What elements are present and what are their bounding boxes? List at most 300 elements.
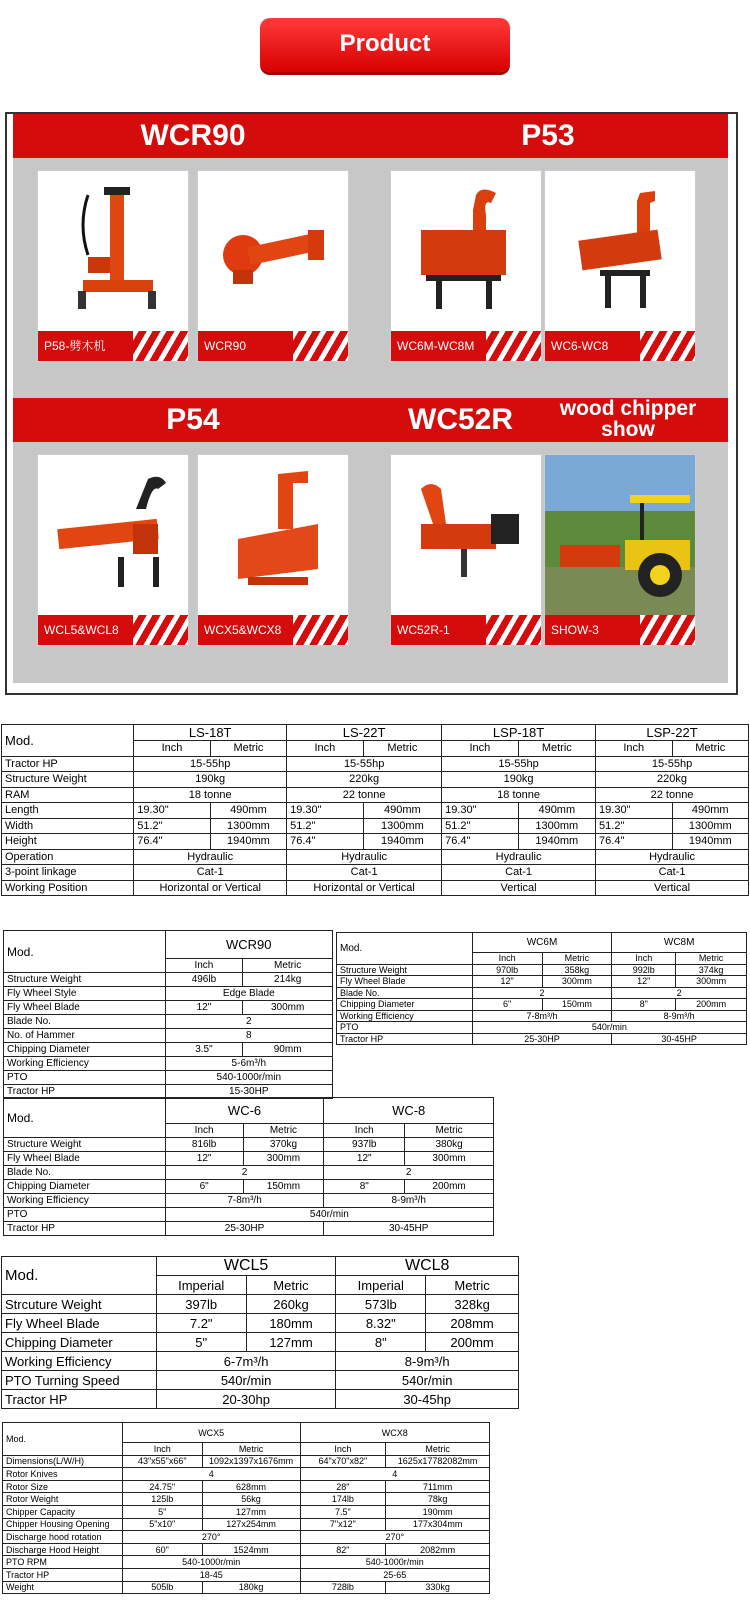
model-header: WCL8 bbox=[336, 1257, 519, 1276]
cell: 358kg bbox=[542, 964, 612, 976]
inch-header: Inch bbox=[324, 1124, 405, 1138]
cell: 180mm bbox=[246, 1314, 336, 1333]
cell: 7-8m³/h bbox=[165, 1194, 324, 1208]
row-label: PTO bbox=[4, 1208, 166, 1222]
row-label: PTO bbox=[4, 1071, 166, 1085]
category-title-text: WC52R bbox=[408, 403, 514, 436]
cell: 127x254mm bbox=[202, 1518, 300, 1531]
row-label: PTO Turning Speed bbox=[2, 1371, 157, 1390]
cell: 490mm bbox=[210, 803, 286, 819]
table-row bbox=[4, 1057, 333, 1071]
cell: 4 bbox=[300, 1468, 489, 1481]
cell: 30-45hp bbox=[336, 1390, 519, 1409]
table-row bbox=[2, 1390, 519, 1409]
cell: 76.4" bbox=[596, 834, 672, 850]
model-header: WC8M bbox=[612, 933, 747, 953]
cell: 2 bbox=[612, 987, 747, 999]
cell: 7.2" bbox=[156, 1314, 246, 1333]
row-label: Chipping Diameter bbox=[337, 999, 473, 1011]
metric-header: Metric bbox=[243, 1124, 324, 1138]
metric-header: Metric bbox=[672, 741, 749, 757]
cell: 1940mm bbox=[210, 834, 286, 850]
table-row bbox=[3, 1556, 490, 1569]
product-card-show-3[interactable] bbox=[544, 454, 696, 646]
inch-header: Inch bbox=[612, 953, 676, 965]
cell: 76.4" bbox=[134, 834, 210, 850]
cell: 540-1000r/min bbox=[165, 1071, 332, 1085]
cell: 540-1000r/min bbox=[122, 1556, 300, 1569]
row-label: Discharge Hood Height bbox=[3, 1543, 123, 1556]
mod-header: Mod. bbox=[2, 725, 134, 757]
cell: 328kg bbox=[426, 1295, 519, 1314]
cell: 937lb bbox=[324, 1138, 405, 1152]
table-row bbox=[2, 787, 749, 803]
category-title: P54 bbox=[13, 398, 373, 442]
cell: 220kg bbox=[596, 772, 749, 788]
row-label: 3-point linkage bbox=[2, 865, 134, 881]
table-row bbox=[2, 1295, 519, 1314]
cell: 190kg bbox=[134, 772, 287, 788]
cell: 5"x10" bbox=[122, 1518, 202, 1531]
cell: 15-55hp bbox=[134, 756, 287, 772]
cell: Hydraulic bbox=[442, 849, 596, 865]
row-label: Working Position bbox=[2, 880, 134, 896]
cell: 1300mm bbox=[210, 818, 286, 834]
tractor-image bbox=[545, 455, 695, 615]
cell: 8" bbox=[612, 999, 676, 1011]
stripe-decoration bbox=[293, 615, 348, 645]
cell: 200mm bbox=[405, 1180, 494, 1194]
cell: Hydraulic bbox=[287, 849, 442, 865]
cell: 5-6m³/h bbox=[165, 1057, 332, 1071]
inch-header: Inch bbox=[442, 741, 518, 757]
table-row bbox=[4, 1180, 494, 1194]
cell: 15-55hp bbox=[287, 756, 442, 772]
card-label: P58-劈木机 bbox=[38, 331, 188, 361]
cell: 2082mm bbox=[386, 1543, 490, 1556]
cell: 260kg bbox=[246, 1295, 336, 1314]
cell: Cat-1 bbox=[442, 865, 596, 881]
row-label: Dimensions(L/W/H) bbox=[3, 1455, 123, 1468]
table-row bbox=[4, 1029, 333, 1043]
table-row bbox=[2, 1371, 519, 1390]
stripe-decoration bbox=[640, 331, 695, 361]
metric-header: Metric bbox=[363, 741, 442, 757]
cell: 300mm bbox=[542, 976, 612, 988]
category-wcr90 bbox=[13, 114, 373, 399]
cell: 490mm bbox=[672, 803, 749, 819]
metric-header: Metric bbox=[542, 953, 612, 965]
metric-header: Metric bbox=[426, 1276, 519, 1295]
cell: 78kg bbox=[386, 1493, 490, 1506]
model-header: WC-8 bbox=[324, 1098, 494, 1124]
category-wc52r bbox=[368, 398, 728, 683]
cell: 18-45 bbox=[122, 1568, 300, 1581]
metric-header: Metric bbox=[405, 1124, 494, 1138]
spec-table-wcl5-wcl8 bbox=[1, 1256, 519, 1409]
row-label: Tractor HP bbox=[2, 756, 134, 772]
cell: 496lb bbox=[165, 973, 243, 987]
cell: 8 bbox=[165, 1029, 332, 1043]
cell: 490mm bbox=[518, 803, 595, 819]
table-row bbox=[3, 1468, 490, 1481]
cell: 816lb bbox=[165, 1138, 243, 1152]
model-header: LS-22T bbox=[287, 725, 442, 741]
cell: 5" bbox=[156, 1333, 246, 1352]
mod-header: Mod. bbox=[4, 931, 166, 973]
model-header: WCR90 bbox=[165, 931, 332, 959]
model-header: WCX5 bbox=[122, 1423, 300, 1443]
row-label: Rotor Weight bbox=[3, 1493, 123, 1506]
table-row bbox=[3, 1518, 490, 1531]
table-row bbox=[2, 803, 749, 819]
cell: 82" bbox=[300, 1543, 386, 1556]
card-label: WC6-WC8 bbox=[545, 331, 695, 361]
table-row bbox=[4, 1001, 333, 1015]
cell: 12" bbox=[165, 1001, 243, 1015]
cell: 992lb bbox=[612, 964, 676, 976]
cell: 490mm bbox=[363, 803, 442, 819]
row-label: Width bbox=[2, 818, 134, 834]
row-label: Tractor HP bbox=[4, 1085, 166, 1099]
row-label: PTO RPM bbox=[3, 1556, 123, 1569]
cell: 28" bbox=[300, 1480, 386, 1493]
spec-table-ls bbox=[1, 724, 749, 896]
model-header: LS-18T bbox=[134, 725, 287, 741]
cell: 19.30" bbox=[596, 803, 672, 819]
stripe-decoration bbox=[133, 331, 188, 361]
cell: 300mm bbox=[405, 1152, 494, 1166]
cell: 3.5" bbox=[165, 1043, 243, 1057]
cell: 24.75" bbox=[122, 1480, 202, 1493]
category-p54 bbox=[13, 398, 373, 683]
category-title bbox=[368, 398, 728, 442]
cell: 30-45HP bbox=[612, 1033, 747, 1045]
metric-header: Metric bbox=[210, 741, 286, 757]
cell: Horizontal or Vertical bbox=[287, 880, 442, 896]
cell: 1092x1397x1676mm bbox=[202, 1455, 300, 1468]
stripe-decoration bbox=[133, 615, 188, 645]
cell: 6" bbox=[472, 999, 542, 1011]
metric-header: Metric bbox=[676, 953, 747, 965]
card-label: WC6M-WC8M bbox=[391, 331, 541, 361]
cell: 25-65 bbox=[300, 1568, 489, 1581]
table-row bbox=[3, 1493, 490, 1506]
cell: 628mm bbox=[202, 1480, 300, 1493]
cell: 12" bbox=[165, 1152, 243, 1166]
cell: Vertical bbox=[596, 880, 749, 896]
cell: 374kg bbox=[676, 964, 747, 976]
cell: 30-45HP bbox=[324, 1222, 494, 1236]
table-row bbox=[337, 1022, 747, 1034]
table-row bbox=[337, 976, 747, 988]
inch-header: Inch bbox=[165, 1124, 243, 1138]
row-label: RAM bbox=[2, 787, 134, 803]
stripe-decoration bbox=[640, 615, 695, 645]
cell: 300mm bbox=[243, 1152, 324, 1166]
row-label: Tractor HP bbox=[4, 1222, 166, 1236]
wcr90-image bbox=[208, 185, 338, 315]
row-label: No. of Hammer bbox=[4, 1029, 166, 1043]
row-label: Chipper Capacity bbox=[3, 1505, 123, 1518]
row-label: Fly Wheel Blade bbox=[4, 1152, 166, 1166]
cell: 8" bbox=[324, 1180, 405, 1194]
cell: 127mm bbox=[246, 1333, 336, 1352]
cell: 15-55hp bbox=[442, 756, 596, 772]
table-row bbox=[2, 849, 749, 865]
wcl-image bbox=[48, 469, 178, 599]
cell: 1300mm bbox=[518, 818, 595, 834]
cell: 7-8m³/h bbox=[472, 1010, 612, 1022]
cell: 7.5" bbox=[300, 1505, 386, 1518]
inch-header: Inch bbox=[165, 959, 243, 973]
row-label: Working Efficiency bbox=[337, 1010, 473, 1022]
cell: 573lb bbox=[336, 1295, 426, 1314]
row-label: Fly Wheel Blade bbox=[337, 976, 473, 988]
row-label: Fly Wheel Style bbox=[4, 987, 166, 1001]
cell: 208mm bbox=[426, 1314, 519, 1333]
cell: 728lb bbox=[300, 1581, 386, 1594]
metric-header: Metric bbox=[518, 741, 595, 757]
cell: 1625x17782082mm bbox=[386, 1455, 490, 1468]
cell: Cat-1 bbox=[596, 865, 749, 881]
wood-chipper-show-title: wood chipper show bbox=[559, 397, 697, 441]
product-header-button[interactable]: Product bbox=[260, 18, 510, 72]
cell: 2 bbox=[324, 1166, 494, 1180]
cell: 540-1000r/min bbox=[300, 1556, 489, 1569]
product-card-wcl5-wcl8[interactable] bbox=[37, 454, 189, 646]
row-label: Fly Wheel Blade bbox=[2, 1314, 157, 1333]
table-row bbox=[4, 987, 333, 1001]
model-header: WCX8 bbox=[300, 1423, 489, 1443]
cell: 1940mm bbox=[672, 834, 749, 850]
table-row bbox=[2, 865, 749, 881]
cell: 1940mm bbox=[518, 834, 595, 850]
cell: 1940mm bbox=[363, 834, 442, 850]
cell: Cat-1 bbox=[287, 865, 442, 881]
table-row bbox=[3, 1480, 490, 1493]
row-label: Chipping Diameter bbox=[4, 1180, 166, 1194]
cell: 540r/min bbox=[165, 1208, 493, 1222]
row-label: Blade No. bbox=[4, 1166, 166, 1180]
cell: 190kg bbox=[442, 772, 596, 788]
model-header: LSP-18T bbox=[442, 725, 596, 741]
show-photo bbox=[545, 455, 695, 615]
table-row bbox=[3, 1531, 490, 1544]
cell: 370kg bbox=[243, 1138, 324, 1152]
table-row bbox=[337, 987, 747, 999]
mod-header: Mod. bbox=[337, 933, 473, 965]
mod-header: Mod. bbox=[3, 1423, 123, 1456]
cell: 300mm bbox=[676, 976, 747, 988]
table-row bbox=[2, 756, 749, 772]
table-row bbox=[2, 1314, 519, 1333]
product-card-wc6-wc8[interactable] bbox=[544, 170, 696, 362]
table-row bbox=[4, 1152, 494, 1166]
cell: 6" bbox=[165, 1180, 243, 1194]
cell: 8.32" bbox=[336, 1314, 426, 1333]
cell: 19.30" bbox=[287, 803, 363, 819]
cell: 4 bbox=[122, 1468, 300, 1481]
table-row bbox=[2, 834, 749, 850]
metric-header: Metric bbox=[246, 1276, 336, 1295]
inch-header: Inch bbox=[472, 953, 542, 965]
cell: 220kg bbox=[287, 772, 442, 788]
cell: 1300mm bbox=[672, 818, 749, 834]
cell: 90mm bbox=[243, 1043, 333, 1057]
table-row bbox=[3, 1568, 490, 1581]
inch-header: Inch bbox=[596, 741, 672, 757]
table-row bbox=[4, 1166, 494, 1180]
inch-header: Inch bbox=[122, 1443, 202, 1456]
table-row bbox=[3, 1543, 490, 1556]
product-card-wc6m-wc8m[interactable] bbox=[390, 170, 542, 362]
row-label: Blade No. bbox=[4, 1015, 166, 1029]
cell: 180kg bbox=[202, 1581, 300, 1594]
cell: Horizontal or Vertical bbox=[134, 880, 287, 896]
cell: 1524mm bbox=[202, 1543, 300, 1556]
cell: 177x304mm bbox=[386, 1518, 490, 1531]
cell: Hydraulic bbox=[596, 849, 749, 865]
cell: 2 bbox=[165, 1015, 332, 1029]
table-row bbox=[2, 1333, 519, 1352]
cell: 51.2" bbox=[442, 818, 518, 834]
table-row bbox=[4, 1208, 494, 1222]
row-label: PTO bbox=[337, 1022, 473, 1034]
row-label: Fly Wheel Blade bbox=[4, 1001, 166, 1015]
cell: 2 bbox=[165, 1166, 324, 1180]
cell: 540r/min bbox=[472, 1022, 746, 1034]
cell: 20-30hp bbox=[156, 1390, 336, 1409]
cell: 150mm bbox=[542, 999, 612, 1011]
table-row bbox=[337, 1010, 747, 1022]
cell: 56kg bbox=[202, 1493, 300, 1506]
row-label: Structure Weight bbox=[2, 772, 134, 788]
card-label: WCL5&WCL8 bbox=[38, 615, 188, 645]
row-label: Rotor Size bbox=[3, 1480, 123, 1493]
cell: 505lb bbox=[122, 1581, 202, 1594]
inch-header: Inch bbox=[134, 741, 210, 757]
table-row bbox=[2, 1352, 519, 1371]
product-card-p58[interactable] bbox=[37, 170, 189, 362]
cell: 200mm bbox=[676, 999, 747, 1011]
cell: 711mm bbox=[386, 1480, 490, 1493]
model-header: WC-6 bbox=[165, 1098, 324, 1124]
product-card-wc52r-1[interactable] bbox=[390, 454, 542, 646]
cell: 15-55hp bbox=[596, 756, 749, 772]
card-label: WCR90 bbox=[198, 331, 348, 361]
cell: 51.2" bbox=[596, 818, 672, 834]
category-title: P53 bbox=[368, 114, 728, 158]
cell: 2 bbox=[472, 987, 612, 999]
table-row bbox=[4, 1138, 494, 1152]
cell: 190mm bbox=[386, 1505, 490, 1518]
model-header: LSP-22T bbox=[596, 725, 749, 741]
cell: 5" bbox=[122, 1505, 202, 1518]
cell: 540r/min bbox=[156, 1371, 336, 1390]
cell: 60" bbox=[122, 1543, 202, 1556]
card-label: WCX5&WCX8 bbox=[198, 615, 348, 645]
row-label: Blade No. bbox=[337, 987, 473, 999]
model-header: WC6M bbox=[472, 933, 612, 953]
cell: 125lb bbox=[122, 1493, 202, 1506]
cell: 43"x55"x66" bbox=[122, 1455, 202, 1468]
cell: 22 tonne bbox=[596, 787, 749, 803]
cell: 18 tonne bbox=[134, 787, 287, 803]
row-label: Chipper Housing Opening bbox=[3, 1518, 123, 1531]
row-label: Tractor HP bbox=[2, 1390, 157, 1409]
row-label: Weight bbox=[3, 1581, 123, 1594]
cell: 270° bbox=[300, 1531, 489, 1544]
row-label: Length bbox=[2, 803, 134, 819]
row-label: Rotor Knives bbox=[3, 1468, 123, 1481]
table-row bbox=[337, 1033, 747, 1045]
spec-table-wcx5-wcx8 bbox=[2, 1422, 490, 1594]
row-label: Working Efficiency bbox=[4, 1057, 166, 1071]
row-label: Chipping Diameter bbox=[2, 1333, 157, 1352]
row-label: Working Efficiency bbox=[2, 1352, 157, 1371]
cell: 15-30HP bbox=[165, 1085, 332, 1099]
table-row bbox=[3, 1581, 490, 1594]
cell: 270° bbox=[122, 1531, 300, 1544]
mod-header: Mod. bbox=[2, 1257, 157, 1295]
row-label: Tractor HP bbox=[337, 1033, 473, 1045]
product-card-wcr90[interactable] bbox=[197, 170, 349, 362]
cell: Hydraulic bbox=[134, 849, 287, 865]
cell: 397lb bbox=[156, 1295, 246, 1314]
product-card-wcx5-wcx8[interactable] bbox=[197, 454, 349, 646]
wc52r-image bbox=[401, 469, 531, 599]
cell: 300mm bbox=[243, 1001, 333, 1015]
table-row bbox=[337, 999, 747, 1011]
model-header: WCL5 bbox=[156, 1257, 336, 1276]
cell: 25-30HP bbox=[165, 1222, 324, 1236]
spec-table-wc6m-wc8m bbox=[336, 932, 747, 1045]
cell: 22 tonne bbox=[287, 787, 442, 803]
cell: Edge Blade bbox=[165, 987, 332, 1001]
cell: 12" bbox=[472, 976, 542, 988]
table-row bbox=[3, 1505, 490, 1518]
inch-header: Inch bbox=[287, 741, 363, 757]
table-row bbox=[4, 1071, 333, 1085]
cell: 330kg bbox=[386, 1581, 490, 1594]
wc6m-image bbox=[401, 185, 531, 315]
imperial-header: Imperial bbox=[336, 1276, 426, 1295]
cell: 970lb bbox=[472, 964, 542, 976]
product-grid bbox=[5, 112, 738, 695]
cell: 214kg bbox=[243, 973, 333, 987]
cell: 64"x70"x82" bbox=[300, 1455, 386, 1468]
mod-header: Mod. bbox=[4, 1098, 166, 1138]
cell: 19.30" bbox=[134, 803, 210, 819]
cell: 12" bbox=[324, 1152, 405, 1166]
cell: 76.4" bbox=[287, 834, 363, 850]
table-row bbox=[2, 818, 749, 834]
row-label: Tractor HP bbox=[3, 1568, 123, 1581]
row-label: Working Efficiency bbox=[4, 1194, 166, 1208]
cell: 1300mm bbox=[363, 818, 442, 834]
wc6-image bbox=[555, 185, 685, 315]
cell: 200mm bbox=[426, 1333, 519, 1352]
cell: 8-9m³/h bbox=[612, 1010, 747, 1022]
table-row bbox=[3, 1455, 490, 1468]
row-label: Structure Weight bbox=[337, 964, 473, 976]
cell: 6-7m³/h bbox=[156, 1352, 336, 1371]
spec-table-wc6-wc8 bbox=[3, 1097, 494, 1236]
cell: 8-9m³/h bbox=[324, 1194, 494, 1208]
cell: 8" bbox=[336, 1333, 426, 1352]
card-label: SHOW-3 bbox=[545, 615, 695, 645]
